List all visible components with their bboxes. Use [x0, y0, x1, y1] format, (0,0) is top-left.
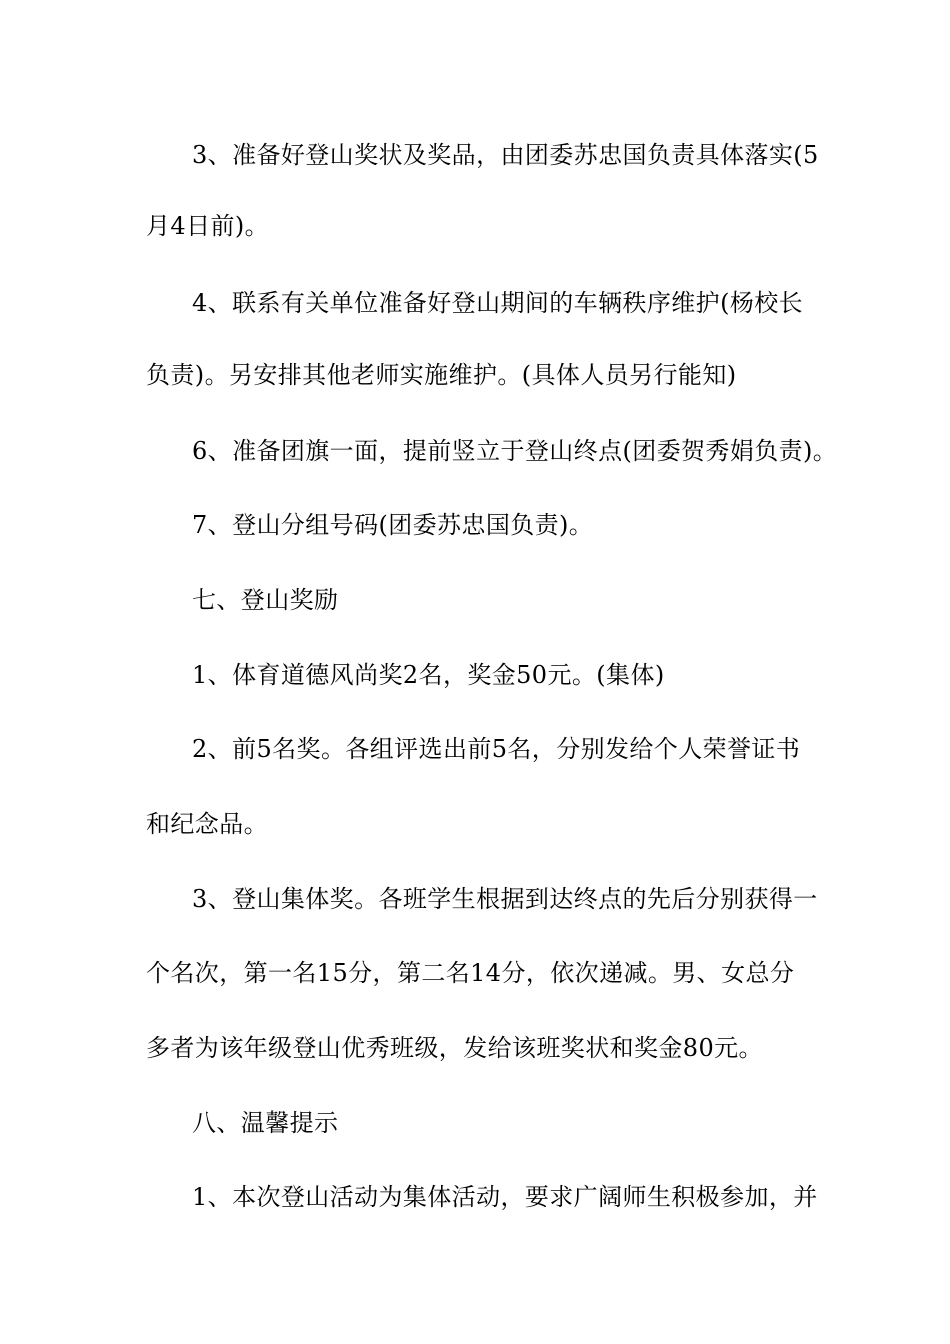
- paragraph-line-collective-award: 3、登山集体奖。各班学生根据到达终点的先后分别获得一: [192, 885, 818, 913]
- paragraph-line-collective-activity: 1、本次登山活动为集体活动，要求广阔师生积极参加，并: [192, 1183, 818, 1211]
- section-heading-awards: 七、登山奖励: [192, 586, 339, 614]
- paragraph-line-traffic-order: 4、联系有关单位准备好登山期间的车辆秩序维护(杨校长: [192, 289, 804, 317]
- paragraph-line-group-numbers: 7、登山分组号码(团委苏忠国负责)。: [192, 511, 594, 539]
- paragraph-line-collective-award-cont1: 个名次，第一名15分，第二名14分，依次递减。男、女总分: [146, 959, 795, 987]
- paragraph-line-prep-certificates: 3、准备好登山奖状及奖品，由团委苏忠国负责具体落实(5: [192, 141, 819, 169]
- paragraph-line-prep-certificates-cont: 月4日前)。: [146, 212, 270, 240]
- paragraph-line-top-five-award-cont: 和纪念品。: [146, 810, 268, 838]
- paragraph-line-collective-award-cont2: 多者为该年级登山优秀班级，发给该班奖状和奖金80元。: [146, 1034, 763, 1062]
- paragraph-line-traffic-order-cont: 负责)。另安排其他老师实施维护。(具体人员另行能知): [146, 361, 737, 389]
- paragraph-line-sportsmanship-award: 1、体育道德风尚奖2名，奖金50元。(集体): [192, 661, 665, 689]
- paragraph-line-top-five-award: 2、前5名奖。各组评选出前5名，分别发给个人荣誉证书: [192, 735, 801, 763]
- paragraph-line-flag: 6、准备团旗一面，提前竖立于登山终点(团委贺秀娟负责)。: [192, 437, 838, 465]
- section-heading-reminders: 八、温馨提示: [192, 1109, 339, 1137]
